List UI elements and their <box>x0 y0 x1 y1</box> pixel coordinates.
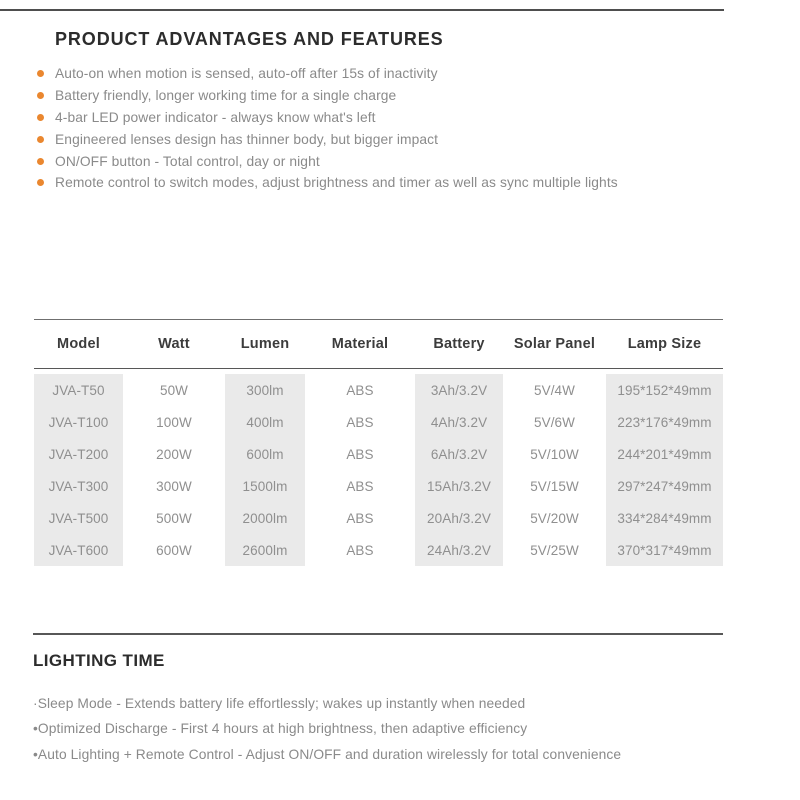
cell-battery: 4Ah/3.2V <box>415 406 503 438</box>
table-row <box>34 470 723 502</box>
column-header-material: Material <box>331 336 389 352</box>
cell-battery: 15Ah/3.2V <box>415 470 503 502</box>
cell-watt: 500W <box>156 510 192 526</box>
cell-lumen: 600lm <box>225 438 305 470</box>
cell-material: ABS <box>346 510 374 526</box>
cell-material: ABS <box>346 542 374 558</box>
feature-text: Auto-on when motion is sensed, auto-off after 15s of inactivity <box>55 66 438 82</box>
feature-list-item <box>37 150 618 172</box>
cell-lumen: 2600lm <box>225 534 305 566</box>
cell-model: JVA-T500 <box>34 502 123 534</box>
cell-model: JVA-T300 <box>34 470 123 502</box>
cell-model: JVA-T200 <box>34 438 123 470</box>
cell-watt: 300W <box>156 478 192 494</box>
spec-table <box>34 319 723 566</box>
cell-watt: 600W <box>156 542 192 558</box>
cell-lamp-size: 334*284*49mm <box>606 502 723 534</box>
cell-material: ABS <box>346 414 374 430</box>
cell-lamp-size: 195*152*49mm <box>606 374 723 406</box>
features-section-title: PRODUCT ADVANTAGES AND FEATURES <box>55 29 444 49</box>
cell-material: ABS <box>346 446 374 462</box>
table-row <box>34 438 723 470</box>
feature-list-item <box>37 172 618 194</box>
bullet-icon <box>37 70 44 77</box>
cell-solar-panel: 5V/10W <box>530 446 579 462</box>
column-header-solar-panel: Solar Panel <box>513 336 596 352</box>
feature-text: 4-bar LED power indicator - always know what's left <box>55 109 376 125</box>
cell-lumen: 2000lm <box>225 502 305 534</box>
cell-lumen: 1500lm <box>225 470 305 502</box>
bullet-icon <box>37 179 44 186</box>
cell-solar-panel: 5V/20W <box>530 510 579 526</box>
column-header-battery: Battery <box>433 336 485 352</box>
bullet-icon <box>37 92 44 99</box>
cell-battery: 3Ah/3.2V <box>415 374 503 406</box>
cell-solar-panel: 5V/4W <box>533 382 575 398</box>
section-divider-rule <box>33 633 723 635</box>
feature-list-item <box>37 85 618 107</box>
lighting-list-item: •Optimized Discharge - First 4 hours at high brightness, then adaptive efficiency <box>33 721 528 737</box>
feature-text: Battery friendly, longer working time for a single charge <box>55 88 397 104</box>
cell-solar-panel: 5V/6W <box>533 414 575 430</box>
column-header-watt: Watt <box>158 336 190 352</box>
cell-model: JVA-T600 <box>34 534 123 566</box>
feature-text: Remote control to switch modes, adjust brightness and timer as well as sync multiple lights <box>55 175 618 191</box>
table-row <box>34 534 723 566</box>
cell-solar-panel: 5V/25W <box>530 542 579 558</box>
bullet-icon <box>37 158 44 165</box>
bullet-icon <box>37 114 44 121</box>
cell-solar-panel: 5V/15W <box>530 478 579 494</box>
cell-model: JVA-T50 <box>34 374 123 406</box>
cell-material: ABS <box>346 478 374 494</box>
cell-lamp-size: 370*317*49mm <box>606 534 723 566</box>
column-header-lumen: Lumen <box>240 336 290 352</box>
feature-list-item <box>37 107 618 129</box>
feature-list-item <box>37 128 618 150</box>
feature-text: ON/OFF button - Total control, day or night <box>55 153 320 169</box>
column-header-model: Model <box>57 336 100 352</box>
cell-battery: 6Ah/3.2V <box>415 438 503 470</box>
features-bullet-list <box>37 63 618 194</box>
cell-battery: 24Ah/3.2V <box>415 534 503 566</box>
spec-table-body <box>34 374 723 566</box>
cell-lumen: 300lm <box>225 374 305 406</box>
top-divider-rule <box>0 9 724 11</box>
table-row <box>34 502 723 534</box>
cell-lamp-size: 297*247*49mm <box>606 470 723 502</box>
cell-lumen: 400lm <box>225 406 305 438</box>
lighting-section-title: LIGHTING TIME <box>33 651 165 670</box>
table-row <box>34 374 723 406</box>
cell-watt: 50W <box>159 382 189 398</box>
cell-watt: 200W <box>156 446 192 462</box>
cell-model: JVA-T100 <box>34 406 123 438</box>
cell-lamp-size: 223*176*49mm <box>606 406 723 438</box>
feature-list-item <box>37 63 618 85</box>
lighting-list-item: ·Sleep Mode - Extends battery life effortlessly; wakes up instantly when needed <box>33 696 526 711</box>
lighting-bullet-list <box>33 691 621 767</box>
table-row <box>34 406 723 438</box>
bullet-icon <box>37 136 44 143</box>
cell-watt: 100W <box>156 414 192 430</box>
feature-text: Engineered lenses design has thinner body, but bigger impact <box>55 131 439 147</box>
cell-lamp-size: 244*201*49mm <box>606 438 723 470</box>
lighting-list-item: •Auto Lighting + Remote Control - Adjust ON/OFF and duration wirelessly for total convenience <box>33 746 622 762</box>
column-header-lamp-size: Lamp Size <box>627 336 702 352</box>
spec-table-header-row <box>34 319 723 369</box>
cell-material: ABS <box>346 382 374 398</box>
cell-battery: 20Ah/3.2V <box>415 502 503 534</box>
